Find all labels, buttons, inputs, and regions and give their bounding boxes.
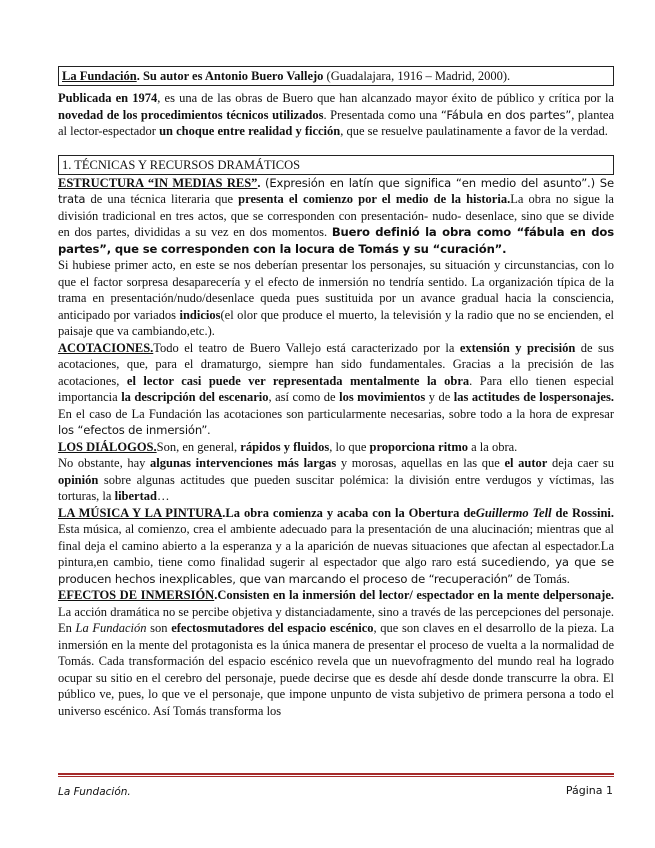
estructura-paragraph [58, 175, 614, 258]
acot-4: , así como de [268, 390, 340, 404]
estructura-label: ESTRUCTURA “IN MEDIAS RES” [58, 175, 258, 190]
title-work: La Fundación [62, 69, 137, 83]
section-heading-text: 1. TÉCNICAS Y RECURSOS DRAMÁTICOS [62, 157, 301, 172]
dialogos-label: LOS DIÁLOGOS. [58, 439, 157, 454]
dial-p2a: No obstante, hay [58, 456, 151, 470]
dial-p2i: … [156, 489, 170, 503]
mus-1b: .La obra comienza y acaba con la Obertura de [222, 505, 476, 520]
intro-bold-4: un choque entre realidad y ficción [159, 124, 341, 138]
footer-rule [58, 773, 614, 775]
estructura-bold-2: presenta el comienzo por el medio de la historia. [238, 192, 511, 206]
intro-text-2: . Presentada como una [323, 107, 441, 122]
acot-3b: la descripción del escenario [121, 390, 269, 404]
efe-2i: La Fundación [75, 621, 147, 635]
acotaciones-label: ACOTACIONES. [58, 340, 154, 355]
estructura-bold-4: Buero definió la obra como “fábula en dos partes”, que se corresponden con la locura de Tomás y su “curación”. [58, 225, 614, 256]
estructura-p2c: (el olor que produce el muerto, la televisión y la radio que no se encienden, el paisaje que va cambiando,etc.). [58, 307, 615, 338]
dial-p2f: opinión [58, 472, 99, 487]
mus-1b2: de Rossini. [551, 505, 615, 520]
efe-3b: efectosmutadores del espacio escénico [171, 621, 374, 635]
dial-p2e: deja caer su [547, 456, 614, 470]
dial-p2h: libertad [114, 489, 157, 503]
efectos-label: EFECTOS DE INMERSIÓN [58, 588, 215, 602]
acotaciones-paragraph [58, 340, 614, 439]
dial-1: Son, en general, [156, 439, 241, 454]
efe-3: son [146, 621, 172, 635]
estructura-p2: Si hubiese primer acto, en este se nos deberían presentar los personajes, su situación y circunstancias, con lo que el factor sorpresa desaparecería y el efecto de inmersión no tendría sentido. La organización típica de la trama en presentación/nudo/desenlace queda pues sustituida por un avance gradual hacia la consciencia, anticipado por variados [58, 258, 614, 322]
intro-bold-2: novedad de los procedimientos técnicos utilizados [58, 107, 324, 122]
efe-2: La acción dramática no se percibe objetiva y distanciadamente, sino a través de las percepciones del personaje. En [58, 604, 614, 635]
acot-1b: extensión y precisión [459, 340, 576, 355]
page-number: Página 1 [565, 784, 613, 797]
dial-2b: proporciona ritmo [369, 439, 468, 454]
mus-1bi: Guillermo Tell [475, 505, 552, 520]
acot-4b: los movimientos [339, 390, 426, 404]
acot-5: y de [425, 390, 454, 404]
acot-2: de sus acotaciones, que, para el dramaturgo, siempre han sido fundamentales. Gracias a la precisión de las acotaciones, [58, 340, 614, 388]
intro-fabula: “Fábula en dos partes” [440, 107, 572, 122]
acot-2b: el lector casi puede ver representada mentalmente la obra [126, 373, 470, 388]
dial-p2d: el autor [504, 456, 548, 470]
title-author: . Su autor es Antonio Buero Vallejo [136, 69, 324, 83]
dialogos-paragraph [58, 439, 614, 456]
intro-paragraph [58, 90, 614, 140]
dial-p2c: y morosas, aquellas en las que [336, 456, 505, 470]
estructura-text-2: de una técnica literaria que [85, 192, 239, 206]
title-box [58, 66, 614, 86]
acot-6sans: los “efectos de inmersión” [58, 423, 208, 437]
intro-text-4: , que se resuelve paulatinamente a favor de la verdad. [340, 124, 608, 138]
intro-text-3: , plantea al lector-espectador [58, 107, 615, 138]
dial-2: , lo que [329, 439, 370, 454]
dial-3: a la obra. [468, 439, 518, 454]
efectos-paragraph [58, 587, 614, 719]
estructura-latin: (Expresión en latín que significa “en medio del asunto”.) Se trata [58, 175, 614, 206]
acot-1: Todo el teatro de Buero Vallejo está caracterizado por la [153, 340, 460, 355]
dial-p2b: algunas intervenciones más largas [150, 456, 337, 470]
acot-7: . [207, 423, 211, 437]
dial-1b: rápidos y fluidos [240, 439, 330, 454]
estructura-paragraph-2 [58, 257, 614, 340]
footer-rule-thin [58, 776, 614, 777]
estructura-dot: . [257, 175, 265, 190]
intro-text-1: , es una de las obras de Buero que han alcanzado mayor éxito de público y crítica por la [157, 91, 614, 105]
intro-bold-1: Publicada en 1974 [58, 91, 158, 105]
efe-1b: .Consisten en la inmersión del lector/ espectador en la mente delpersonaje. [214, 588, 615, 602]
acot-5b: las actitudes de lospersonajes. [453, 390, 614, 404]
acot-3: . Para ello tienen especial importancia [58, 373, 614, 404]
footer-title: La Fundación. [58, 786, 131, 798]
title-dates: (Guadalajara, 1916 – Madrid, 2000). [323, 69, 511, 83]
mus-3sans: sucediendo, ya que se producen hechos inexplicables, que van marcando el proceso de “recuperación” de [58, 555, 614, 586]
dialogos-paragraph-2 [58, 455, 614, 505]
mus-4: Tomás. [530, 571, 570, 586]
musica-paragraph [58, 505, 614, 588]
section-heading [58, 155, 614, 175]
mus-2: Esta música, al comienzo, crea el ambiente adecuado para la presentación de una alucinación; mientras que al final deja el camino abierto a la esperanza y a la aparición de nuevas situaciones que afectan al espectador.La pintura,en cambio, tiene como finalidad sugerir al espectador que algo raro está [58, 522, 614, 569]
efe-4: , que son claves en el desarrollo de la pieza. La inmersión en la mente del protagonista es la única manera de presentar el proceso de vuelta a la normalidad de Tomás. Cada transformación del espacio escénico revela que un nuevofragmento del mundo real ha logrado ocupar su sitio en el cerebro del personaje, puede decirse que es desde ahí desde donde transcurre la obra. El público ve, pues, lo que ve el personaje, que impone unpunto de vista subjetivo de primera persona a todo el universo escénico. Así Tomás transforma los [58, 621, 614, 718]
musica-label: LA MÚSICA Y LA PINTURA [58, 505, 223, 520]
dial-p2g: sobre algunas actitudes que pueden suscitar polémica: la división entre verdugos y víctimas, las torturas, la [58, 472, 614, 503]
estructura-text-3: La obra no sigue la división tradicional en tres actos, que se corresponden con presentación- nudo- desenlace, sino que se divide en dos partes, divididas a su vez en dos momentos. [58, 192, 614, 239]
estructura-indicios: indicios [179, 307, 221, 322]
acot-6: En el caso de La Fundación las acotaciones son particularmente necesarias, sobre todo a la hora de expresar [58, 406, 614, 421]
document-page [58, 66, 614, 719]
